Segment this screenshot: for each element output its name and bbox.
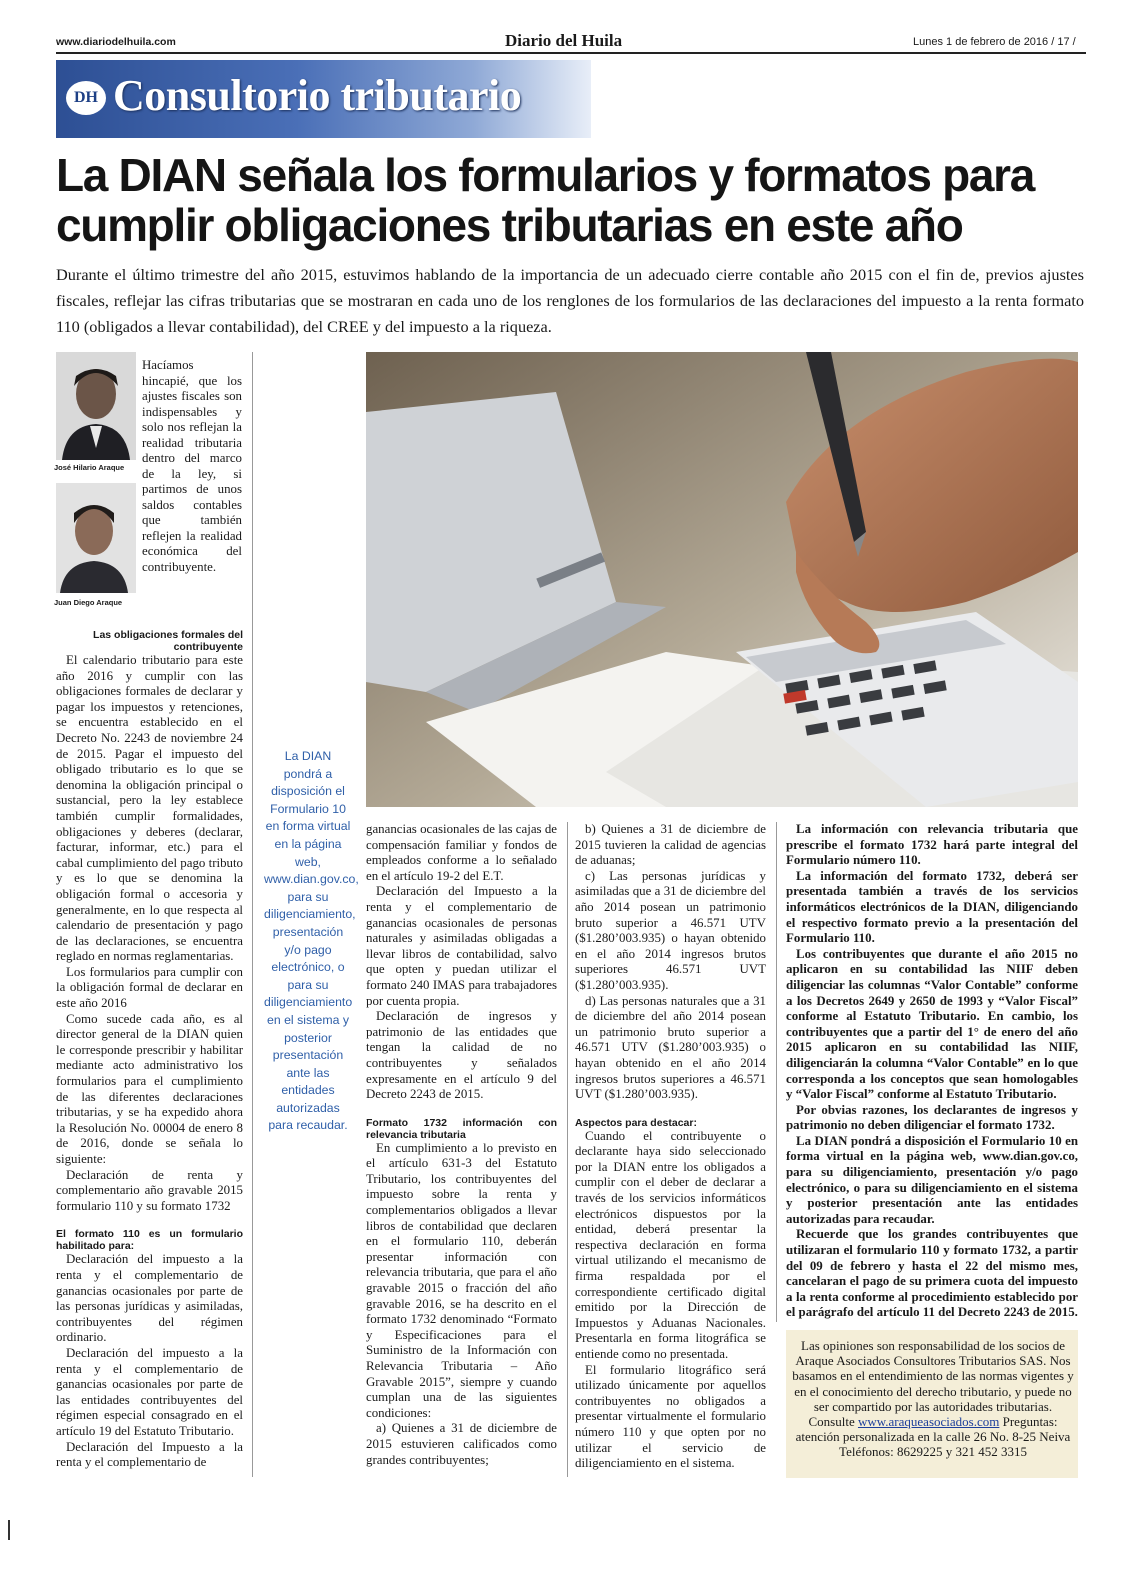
paragraph: Declaración del impuesto a la renta y el complementario de ganancias ocasionales por parte de las personas jurídicas y asimiladas, contribuyentes del régimen ordinario. [56,1252,243,1345]
disclaimer-contact: Preguntas: atención personalizada en la calle 26 No. 8-25 Neiva Teléfonos: 8629225 y 321 452 3315 [795,1414,1071,1460]
author-caption-1: José Hilario Araque [54,463,125,472]
header-rule [56,52,1086,54]
intro-paragraph: Hacíamos hincapié, que los ajustes fiscales son indispensables y solo nos reflejan la realidad tributaria dentro del marco de la ley, si partimos de unos saldos contables que también reflejen la realidad económica del contribuyente. [142,358,242,574]
dh-logo: DH [66,81,106,115]
column-3 [575,822,766,1472]
paragraph: Por obvias razones, los declarantes de ingresos y patrimonio no deben diligenciar el formato 1732. [786,1102,1078,1133]
date-page-number: Lunes 1 de febrero de 2016 / 17 / [913,36,1076,48]
paragraph: b) Quienes a 31 de diciembre de 2015 tuvieren la calidad de agencias de aduanas; [575,822,766,868]
subheading-formato-110: El formato 110 es un formulario habilitado para: [56,1228,243,1253]
paragraph: La información con relevancia tributaria que prescribe el formato 1732 hará parte integral del Formulario número 110. [786,822,1078,868]
paragraph: Los formularios para cumplir con la obligación formal de declarar en este año 2016 [56,964,243,1011]
scan-edge-mark [8,1520,10,1540]
paragraph: c) Las personas jurídicas y asimiladas que a 31 de diciembre del año 2014 posean un patrimonio bruto superior a 46.571 UTV ($1.280’003.935) o hayan obtenido en el año 2014 ingresos brutos superiores 46.571 UVT ($1.280’003.935). [575,868,766,992]
newspaper-name: Diario del Huila [505,31,623,50]
paragraph: Declaración de ingresos y patrimonio de las entidades que tengan la calidad de no contribuyentes y señalados expresamente en el artículo 9 del Decreto 2243 de 2015. [366,1009,557,1102]
column-divider [567,822,568,1477]
section-title: Consultorio tributario [113,71,522,120]
paragraph: Declaración del impuesto a la renta y el complementario de ganancias ocasionales por parte de las entidades contribuyentes del régimen especial consagrado en el artículo 19 del Estatuto Tributario. [56,1345,243,1438]
paragraph: Como sucede cada año, es al director general de la DIAN quien le corresponde prescribir y habilitar mediante acto administrativo los formularios para el cumplimiento de las diferentes declaraciones tributarias, y se ha expedido ahora la Resolución No. 00004 de enero 8 de 2016, donde se señala lo siguiente: [56,1011,243,1166]
paragraph: Los contribuyentes que durante el año 2015 no aplicaron en su contabilidad las NIIF deben diligenciar las columnas “Valor Contable” conforme a los Decretos 2649 y 2650 de 1993 y “Valor Fiscal” conforme al Estatuto Tributario. En cambio, los contribuyentes que a partir del 1° de enero del año 2015 aplicaron en su contabilidad las NIIF, diligenciarán la columna “Valor Contable” en lo que corresponda a los conceptos que sean homologables y “Valor Fiscal” conforme al Estatuto Tributario. [786,946,1078,1102]
paragraph: El calendario tributario para este año 2016 y cumplir con las obligaciones formales de declarar y pagar los impuestos y retenciones, se encuentra establecido en el Decreto No. 2243 de noviembre 24 de 2015. Pagar el impuesto del obligado tributario es lo que se denomina la obligación principal o sustancial, pero la ley establece también cumplir formalidades, obligaciones y deberes (declarar, facturar, informar, etc.) para el cabal cumplimiento del pago tributo y es lo que se denomina la obligación formal o accesoria y generalmente, en lo que respecta al calendario de presentación y pago de las declaraciones, se encuentra reglado en normas reglamentarias. [56,653,243,964]
disclaimer-text [792,1338,1074,1460]
author-photo-2 [56,483,136,593]
paragraph: Cuando el contribuyente o declarante haya sido seleccionado por la DIAN entre los obligados a cumplir con el deber de declarar a través de los servicios informáticos electrónicos dispuestos por la entidad, deberá presentar la respectiva declaración en forma virtual utilizando el mecanismo de firma respaldada por el correspondiente certificado digital emitido por la Dirección de Impuestos y Aduanas Nacionales. Presentarla en forma litográfica se entiende como no presentada. [575,1128,766,1361]
author-photo-1 [56,352,136,460]
paragraph: ganancias ocasionales de las cajas de compensación familiar y fondos de empleados conforme a lo señalado en el artículo 19-2 del E.T. [366,822,557,883]
paragraph: a) Quienes a 31 de diciembre de 2015 estuvieren calificados como grandes contribuyentes; [366,1421,557,1467]
paragraph: Declaración del Impuesto a la renta y el complementario de [56,1439,243,1470]
column-2 [366,822,557,1468]
website-url: www.diariodelhuila.com [56,36,176,48]
disclaimer-body: Las opiniones son responsabilidad de los socios de Araque Asociados Consultores Tributarios SAS. Nos basamos en el entendimiento de las normas vigentes y en el conocimiento del derecho tributario, y puede no ser compartido por las autoridades tributarias. Consulte [792,1338,1074,1430]
paragraph: El formulario litográfico será utilizado únicamente por aquellos contribuyentes no obligados a presentar virtualmente el formulario número 110 y que opten por no utilizar el servicio de diligenciamiento en el sistema. [575,1362,766,1471]
paragraph: En cumplimiento a lo previsto en el artículo 631-3 del Estatuto Tributario, los contribuyentes del impuesto sobre la renta y complementarios obligados a llevar libros de contabilidad que declaren en el formulario 110, deberán presentar información con relevancia tributaria, que para el año gravable 2015 o fracción del año gravable 2016, se ha descrito en el formato 1732 denominado “Formato y Especificaciones para el Suministro de la Información con Relevancia Tributaria – Año Gravable 2015”, siempre y cuando cumplan una de las siguientes condiciones: [366,1140,557,1420]
subheading-formato-1732: Formato 1732 información con relevancia tributaria [366,1116,557,1141]
calculator-photo [366,352,1078,807]
subheading-aspectos: Aspectos para destacar: [575,1116,697,1129]
pull-quote: La DIAN pondrá a disposición el Formulario 10 en forma virtual en la página web, www.dian.gov.co, para su diligenciamiento, presentación y/o pago electrónico, o para su diligenciamiento en el sistema y posterior presentación ante las entidades autorizadas para recaudar. [264,749,359,1133]
paragraph: Recuerde que los grandes contribuyentes que utilizaran el formulario 110 y formato 1732, a partir del 09 de febrero y hasta el 22 del mismo mes, cancelaran el pago de su primera cuota del impuesto a la renta conforme al procedimiento establecido por el parágrafo del artículo 11 del Decreto 2243 de 2015. [786,1227,1078,1320]
column-divider [776,822,777,1322]
paragraph: Declaración de renta y complementario año gravable 2015 formulario 110 y su formato 1732 [56,1167,243,1213]
paragraph: La DIAN pondrá a disposición el Formulario 10 en forma virtual en la página web, www.dian.gov.co, para su diligenciamiento, presentación y/o pago electrónico, o para su diligenciamiento en el sistema y posterior presentación ante las entidades autorizadas para recaudar. [786,1133,1078,1226]
headline: La DIAN señala los formularios y formatos para cumplir obligaciones tributarias en este año [56,149,1035,251]
paragraph: La información del formato 1732, deberá ser presentada también a través de los servicios informáticos electrónicos de la DIAN, diligenciando el respectivo formato previo a la presentación del Formulario 110. [786,868,1078,946]
website-link[interactable]: www.araqueasociados.com [857,1414,1000,1430]
column-1 [56,624,243,1471]
paragraph: Declaración del Impuesto a la renta y el complementario de ganancias ocasionales de personas naturales y asimiladas obligadas a llevar libros de contabilidad, salvo que opten y puedan utilizar el formato 240 IMAS para trabajadores por cuenta propia. [366,884,557,1008]
paragraph: d) Las personas naturales que a 31 de diciembre del año 2014 posean un patrimonio bruto superior a 46.571 UTV ($1.280’003.935) o hayan obtenido en el año 2014 ingresos brutos superiores a 46.571 UVT ($1.280’003.935). [575,993,766,1102]
subheading-obligaciones: Las obligaciones formales del contribuyente [93,629,243,653]
lead-paragraph: Durante el último trimestre del año 2015, estuvimos hablando de la importancia de un adecuado cierre contable año 2015 con el fin de, previos ajustes fiscales, reflejar las cifras tributarias que se mostraran en cada uno de los renglones de los formularios de las declaraciones del impuesto a la renta formato 110 (obligados a llevar contabilidad), del CREE y del impuesto a la riqueza. [56,265,1084,336]
column-4 [786,822,1078,1321]
author-caption-2: Juan Diego Araque [54,598,123,607]
column-divider [252,352,253,1477]
